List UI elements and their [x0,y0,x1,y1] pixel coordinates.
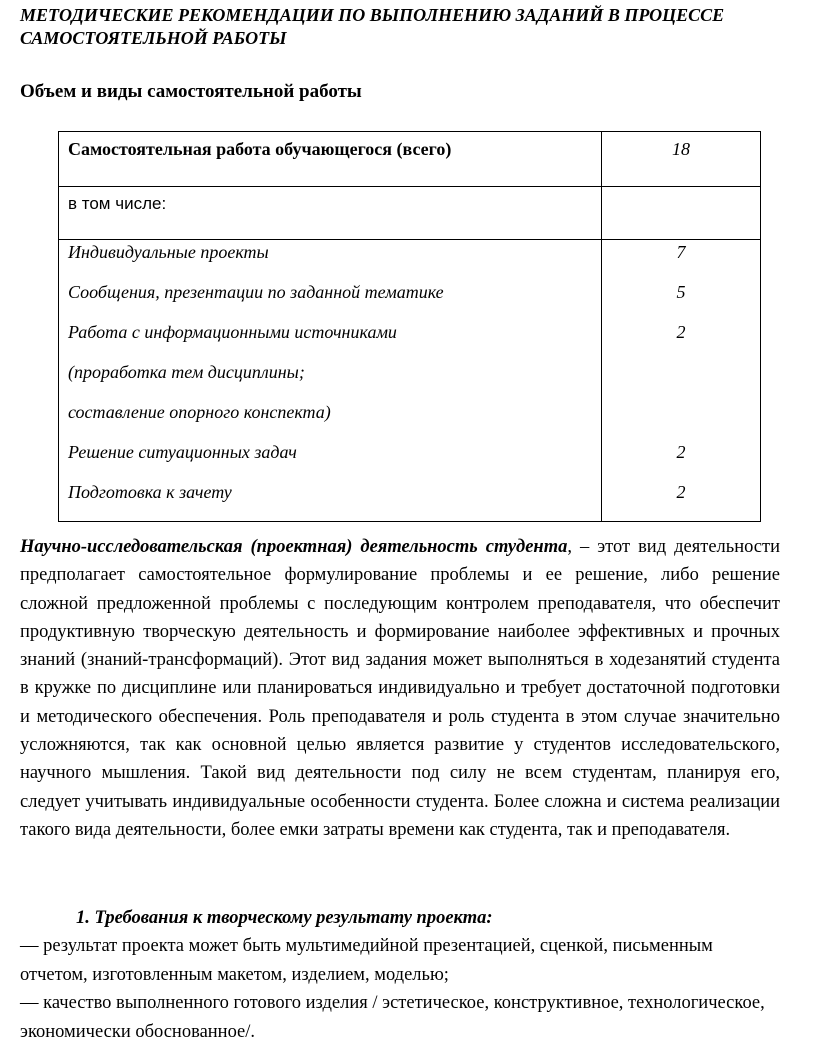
item-label: Работа с информационными источниками [68,322,397,342]
item-value: 7 [676,242,686,262]
requirement-item: — качество выполненного готового изделия / эстетическое, конструктивное, технологическое, экономически обоснованное/. [20,993,765,1042]
item-label: Сообщения, презентации по заданной тематике [68,282,444,302]
including-label: в том числе: [59,187,602,240]
items-values-cell [602,240,761,522]
item-label: Подготовка к зачету [68,482,232,502]
requirement-item: — результат проекта может быть мультимедийной презентацией, сценкой, письменным отчетом, изготовленным макетом, изделием, моделью; [20,936,713,985]
item-label: (проработка тем дисциплины; [68,362,305,382]
item-value [602,360,760,400]
title-line-2: САМОСТОЯТЕЛЬНОЙ РАБОТЫ [20,28,287,48]
table-row-items [59,240,761,522]
total-value: 18 [602,132,761,187]
document-title [20,4,780,50]
item-value: 5 [676,282,686,302]
item-value: 2 [676,442,686,462]
table-row-total [59,132,761,187]
paragraph-text: , – этот вид деятельности предполагает самостоятельное формулирование проблемы и ее решение, либо решение сложной предложенной проблемы с последующим контролем преподавателя, что обеспечит продуктивную творческую деятельность и формирование наиболее эффективных и прочных знаний (знаний-трансформаций). Этот вид задания может выполняться в ходезанятий студента в кружке по дисциплине или планироваться индивидуально и требует достаточной подготовки и методического обеспечения. Роль преподавателя и роль студента в этом случае значительно усложняются, так как основной целью является развитие у студентов исследовательского, научного мышления. Такой вид деятельности под силу не всем студентам, планируя его, следует учитывать индивидуальные особенности студента. Более сложна и система реализации такого вида деятельности, более емки затраты времени как студента, так и преподавателя. [20,537,781,840]
item-label: составление опорного конспекта) [68,402,331,422]
table-row-including [59,187,761,240]
body-paragraph [20,533,780,844]
items-labels-cell [59,240,602,522]
workload-table [58,131,761,522]
paragraph-lead: Научно-исследовательская (проектная) деятельность студента [20,537,568,557]
including-value-empty [602,187,761,240]
item-label: Индивидуальные проекты [68,242,269,262]
requirements-list [20,932,780,1046]
section-heading: Объем и виды самостоятельной работы [20,81,362,102]
item-value [602,400,760,440]
title-line-1: МЕТОДИЧЕСКИЕ РЕКОМЕНДАЦИИ ПО ВЫПОЛНЕНИЮ ЗАДАНИЙ В ПРОЦЕССЕ [20,5,725,25]
item-label: Решение ситуационных задач [68,442,297,462]
item-value: 2 [676,322,686,342]
requirements-heading: 1. Требования к творческому результату проекта: [76,908,493,928]
item-value: 2 [676,482,686,502]
total-label: Самостоятельная работа обучающегося (всего) [59,132,602,187]
